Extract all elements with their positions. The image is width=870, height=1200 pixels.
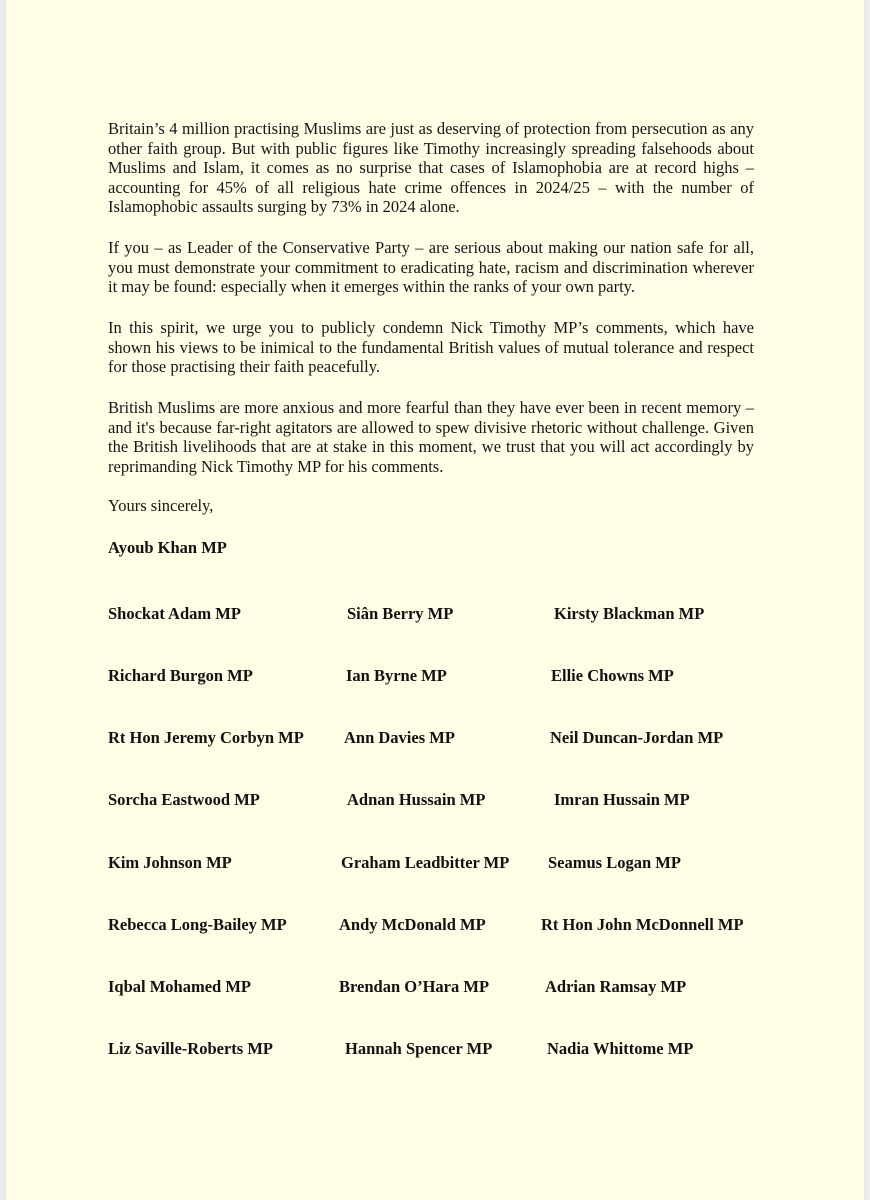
signatory-name: Neil Duncan-Jordan MP (550, 728, 724, 747)
signatory-name: Rt Hon John McDonnell MP (541, 915, 744, 934)
signatory-name: Ellie Chowns MP (551, 666, 674, 685)
paragraph-condemn-comments: In this spirit, we urge you to publicly condemn Nick Timothy MP’s comments, which have shown his views to be inimical to the fundamental British values of mutual tolerance and respect for those practising their faith peacefully. (108, 318, 754, 377)
paragraph-british-muslims: British Muslims are more anxious and more fearful than they have ever been in recent memory – and it's because far-right agitators are allowed to spew divisive rhetoric without challenge. Given the British livelihoods that are at stake in this moment, we trust that you will act accordingly by reprimanding Nick Timothy MP for his comments. (108, 398, 754, 476)
signatory-name: Rt Hon Jeremy Corbyn MP (108, 728, 304, 747)
signatory-name: Brendan O’Hara MP (339, 977, 490, 996)
signatory-name: Siân Berry MP (347, 604, 454, 623)
signatory-name: Graham Leadbitter MP (341, 853, 510, 872)
paragraph-conservative-leader: If you – as Leader of the Conservative Party – are serious about making our nation safe for all, you must demonstrate your commitment to eradicating hate, racism and discrimination wherever it may be found: especially when it emerges within the ranks of your own party. (108, 238, 754, 297)
signatory-name: Iqbal Mohamed MP (108, 977, 252, 996)
signatory-name: Richard Burgon MP (108, 666, 253, 685)
signatory-name: Rebecca Long-Bailey MP (108, 915, 287, 934)
signatory-name: Andy McDonald MP (339, 915, 486, 934)
paragraph-islamophobia-statistics: Britain’s 4 million practising Muslims are just as deserving of protection from persecution as any other faith group. But with public figures like Timothy increasingly spreading falsehoods about Muslims and Islam, it comes as no surprise that cases of Islamophobia are at record highs – accounting for 45% of all religious hate crime offences in 2024/25 – with the number of Islamophobic assaults surging by 73% in 2024 alone. (108, 119, 754, 217)
signatory-name: Hannah Spencer MP (345, 1039, 493, 1058)
signatory-name: Adnan Hussain MP (347, 790, 486, 809)
signatory-name: Kirsty Blackman MP (554, 604, 705, 623)
closing-salutation: Yours sincerely, (108, 496, 214, 515)
signatory-name: Liz Saville-Roberts MP (108, 1039, 273, 1058)
lead-signatory: Ayoub Khan MP (108, 538, 227, 557)
signatory-name: Ann Davies MP (344, 728, 455, 747)
signatory-name: Nadia Whittome MP (547, 1039, 694, 1058)
signatory-name: Seamus Logan MP (548, 853, 681, 872)
signatory-name: Ian Byrne MP (346, 666, 447, 685)
signatory-name: Sorcha Eastwood MP (108, 790, 260, 809)
signatory-name: Kim Johnson MP (108, 853, 232, 872)
signatory-name: Shockat Adam MP (108, 604, 241, 623)
signatory-name: Imran Hussain MP (554, 790, 690, 809)
signatory-name: Adrian Ramsay MP (545, 977, 687, 996)
letter-page (6, 0, 864, 1200)
